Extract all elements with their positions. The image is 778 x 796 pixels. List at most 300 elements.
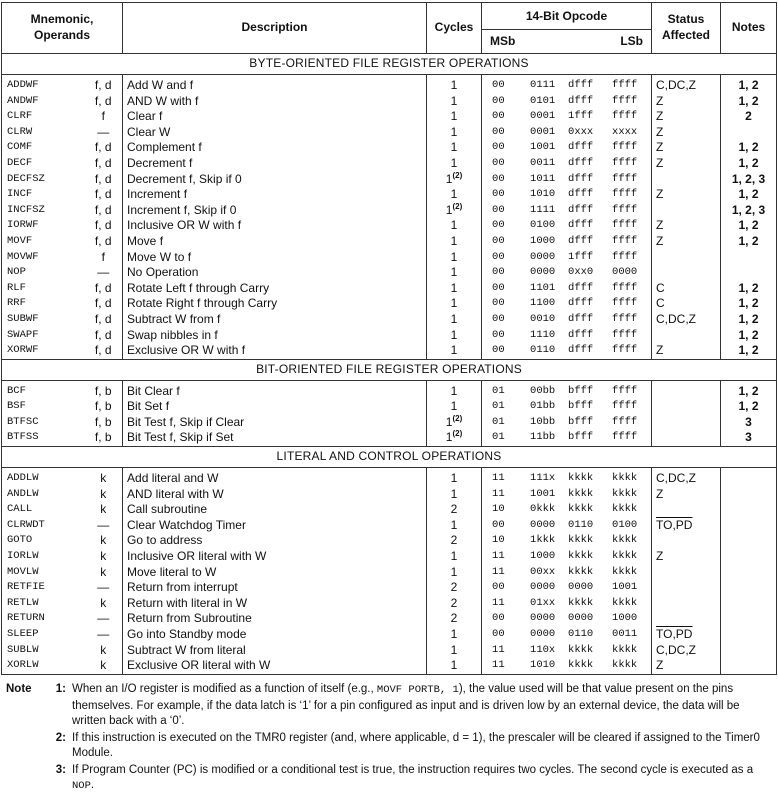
description-cell: Bit Set f [123,399,427,415]
opcode-bits-2: 0000 [530,628,556,640]
operands-cell: — [85,265,123,281]
opcode-lsb-bits: ffff [612,281,638,294]
mnemonic-cell: RLF [2,281,85,297]
mnemonic-cell: ADDLW [2,468,85,487]
opcode-msb-bits: 01 [492,400,505,413]
mnemonic-cell: CLRW [2,125,85,141]
cycles-value: 1 [450,233,458,248]
opcode-bits-2: 0110 [530,344,556,357]
opcode-cell [482,533,652,549]
note-text-part: ), the value used will be that value present on the pins themselves. For example, if the data latch is ‘1’ for a pin configured as input and is driven low by an external device, the data will be written back with a ‘0’. [72,683,740,727]
status-cell [652,518,721,534]
mnemonic-cell: RETFIE [2,580,85,596]
opcode-bits-2: 1101 [530,281,556,294]
opcode-bits-2: 0000 [530,612,556,625]
notes-cell [721,643,777,659]
notes-cell: 1, 2 [721,156,777,172]
operands-label: Operands [34,28,91,42]
cycles-value: 1 [450,78,458,92]
opcode-cell [482,296,652,312]
notes-header: Notes [721,3,777,54]
note-text [66,731,772,762]
opcode-bits-2: 00xx [530,565,556,578]
opcode-msb-bits: 00 [492,518,505,531]
opcode-bits-2: 0010 [530,312,556,325]
description-cell: Increment f, Skip if 0 [123,203,427,219]
cycles-cell [427,172,482,188]
status-cell [652,172,721,188]
cycles-cell [427,643,482,659]
operands-cell: f [85,250,123,266]
notes-cell: 1, 2 [721,281,777,297]
opcode-cell [482,643,652,659]
operands-cell: f [85,109,123,125]
cycles-cell [427,94,482,110]
status-cell [652,140,721,156]
opcode-bits-3: 0110 [568,628,594,640]
note-text-part: . [90,779,95,791]
cycles-value: 1 [450,564,458,579]
status-cell [652,658,721,674]
operands-cell: f, d [85,140,123,156]
notes-cell: 1, 2 [721,343,777,359]
opcode-lsb-bits: ffff [612,328,638,341]
status-flags: Z [656,658,664,673]
cycles-cell [427,596,482,612]
description-cell: Subtract W from f [123,312,427,328]
cycles-cell [427,281,482,297]
opcode-msb-bits: 01 [492,431,505,444]
opcode-msb-bits: 00 [492,203,505,216]
operands-cell: f, d [85,172,123,188]
cycles-cell [427,565,482,581]
table-row [2,312,777,328]
description-cell: Bit Test f, Skip if Clear [123,415,427,431]
opcode-cell [482,502,652,518]
status-flags-overlined: TO,PD [656,627,693,641]
cycles-cell [427,125,482,141]
cycles-value: 1 [445,430,453,445]
status-cell [652,328,721,344]
opcode-bits-2: 110x [530,643,556,656]
table-row [2,415,777,431]
table-row [2,281,777,297]
description-cell: Inclusive OR W with f [123,218,427,234]
description-cell: Clear W [123,125,427,141]
description-cell: Return from Subroutine [123,611,427,627]
cycles-cell [427,156,482,172]
table-row [2,565,777,581]
mnemonic-cell: BCF [2,380,85,399]
opcode-bits-2: 00bb [530,384,556,397]
opcode-lsb-bits: kkkk [612,565,638,578]
cycles-value: 2 [450,611,458,626]
opcode-lsb-bits: 0011 [612,628,638,640]
notes-cell: 1, 2 [721,140,777,156]
table-row [2,518,777,534]
mnemonic-cell: CLRWDT [2,518,85,534]
opcode-cell [482,156,652,172]
status-cell [652,380,721,399]
opcode-bits-3: bfff [568,400,594,413]
table-row [2,399,777,415]
notes-cell [721,627,777,643]
opcode-msb-bits: 00 [492,328,505,341]
notes-cell: 1, 2 [721,75,777,94]
opcode-lsb-bits: ffff [612,156,638,169]
description-cell: AND literal with W [123,487,427,503]
description-cell: Rotate Left f through Carry [123,281,427,297]
table-row [2,234,777,250]
opcode-header [482,3,652,54]
mnemonic-cell: INCFSZ [2,203,85,219]
opcode-bits-3: kkkk [568,596,594,609]
cycles-value: 1 [450,124,458,139]
notes-cell: 1, 2 [721,312,777,328]
mnemonic-cell: RETLW [2,596,85,612]
table-row [2,580,777,596]
opcode-lsb-bits: kkkk [612,596,638,609]
opcode-msb-bits: 01 [492,384,505,397]
cycles-value: 1 [445,171,453,186]
cycles-cell [427,549,482,565]
operands-cell: f, b [85,380,123,399]
mnemonic-cell: SLEEP [2,627,85,643]
cycles-footnote-ref: (2) [452,201,463,211]
notes-cell: 1, 2, 3 [721,172,777,188]
opcode-bits-2: 1010 [530,188,556,201]
operands-cell: f, d [85,156,123,172]
mnemonic-cell: BSF [2,399,85,415]
table-row [2,156,777,172]
mnemonic-label: Mnemonic, [30,12,94,27]
opcode-bits-3: bfff [568,415,594,428]
mnemonic-cell: XORWF [2,343,85,359]
table-row [2,328,777,344]
opcode-lsb-bits: ffff [612,110,638,123]
mnemonic-cell: IORLW [2,549,85,565]
opcode-lsb-bits: ffff [612,172,638,185]
cycles-cell [427,468,482,487]
opcode-cell [482,580,652,596]
opcode-bits-3: 0000 [568,581,594,594]
cycles-cell [427,518,482,534]
opcode-lsb-bits: 0100 [612,518,638,531]
opcode-lsb-bits: ffff [612,400,638,413]
operands-cell: k [85,565,123,581]
opcode-bits-2: 0000 [530,518,556,531]
instruction-set-table [1,2,777,675]
status-cell [652,399,721,415]
opcode-bits-3: kkkk [568,534,594,547]
table-row [2,468,777,487]
note-text-part: When an I/O register is modified as a function of itself (e.g., [72,683,377,695]
opcode-lsb-bits: ffff [612,234,638,247]
status-flags: C [656,296,665,311]
description-cell: Swap nibbles in f [123,328,427,344]
opcode-bits-2: 1011 [530,172,556,185]
description-cell: Rotate Right f through Carry [123,296,427,312]
note-label [6,763,46,795]
status-cell [652,203,721,219]
opcode-bits-2: 1100 [530,297,556,310]
opcode-msb-bits: 00 [492,628,505,640]
cycles-value: 2 [450,533,458,548]
table-row [2,296,777,312]
opcode-cell [482,234,652,250]
operands-cell: f, b [85,430,123,446]
table-row [2,94,777,110]
opcode-lsb-bits: ffff [612,188,638,201]
opcode-lsb-bits: 1000 [612,612,638,625]
opcode-msb-bits: 11 [492,487,505,500]
cycles-cell [427,658,482,674]
opcode-msb-bits: 10 [492,534,505,547]
opcode-msb-bits: 11 [492,659,505,672]
opcode-cell [482,399,652,415]
cycles-value: 1 [450,471,458,486]
status-flags: C,DC,Z [656,642,697,657]
opcode-cell [482,140,652,156]
description-cell: Call subroutine [123,502,427,518]
note-label [6,731,46,762]
operands-cell: — [85,627,123,643]
opcode-bits-2: 111x [530,472,556,485]
operands-cell: — [85,518,123,534]
opcode-msb-bits: 00 [492,219,505,232]
opcode-bits-3: dfff [568,328,594,341]
code-term: MOVF PORTB, 1 [376,684,459,696]
cycles-value: 1 [450,383,458,398]
opcode-lsb-bits: xxxx [612,125,638,138]
opcode-lsb-bits: kkkk [612,550,638,563]
note-number: 2: [55,731,66,744]
cycles-cell [427,203,482,219]
msb-label: MSb [490,34,516,48]
opcode-bits-3: dfff [568,94,594,107]
cycles-value: 1 [450,155,458,170]
table-row [2,658,777,674]
opcode-bits-2: 11bb [530,431,556,444]
cycles-footnote-ref: (2) [452,413,463,423]
description-cell: Go to address [123,533,427,549]
opcode-msb-bits: 00 [492,125,505,138]
status-cell [652,611,721,627]
table-body [2,54,777,675]
operands-cell: — [85,611,123,627]
description-cell: Decrement f [123,156,427,172]
opcode-cell [482,415,652,431]
status-flags-overlined: TO,PD [656,517,693,532]
table-row [2,611,777,627]
opcode-bits-2: 0001 [530,125,556,138]
description-cell: Subtract W from literal [123,643,427,659]
table-row [2,596,777,612]
opcode-bits-3: 1fff [568,110,594,123]
table-row [2,549,777,565]
status-flags: Z [656,549,664,564]
section-title: BYTE-ORIENTED FILE REGISTER OPERATIONS [2,54,777,75]
note-text-part: If Program Counter (PC) is modified or a conditional test is true, the instruction requires two cycles. The second cycle is executed as a [72,763,754,776]
status-cell [652,468,721,487]
table-row [2,380,777,399]
opcode-cell [482,187,652,203]
mnemonic-cell: SUBLW [2,643,85,659]
opcode-bits-3: dfff [568,203,594,216]
cycles-value: 1 [450,549,458,564]
opcode-msb-bits: 11 [492,565,505,578]
operands-cell: f, d [85,75,123,94]
description-cell: Complement f [123,140,427,156]
notes-cell: 2 [721,109,777,125]
opcode-msb-bits: 00 [492,156,505,169]
opcode-cell [482,343,652,359]
opcode-lsb-bits: ffff [612,431,638,444]
opcode-cell [482,549,652,565]
opcode-bits-3: dfff [568,234,594,247]
opcode-msb-bits: 01 [492,415,505,428]
opcode-msb-bits: 11 [492,596,505,609]
cycles-cell [427,296,482,312]
mnemonic-cell: ANDLW [2,487,85,503]
opcode-cell [482,75,652,94]
opcode-bits-3: kkkk [568,503,594,516]
description-cell: Return from interrupt [123,580,427,596]
opcode-msb-bits: 00 [492,281,505,294]
operands-cell: f, d [85,312,123,328]
description-cell: Return with literal in W [123,596,427,612]
description-cell: Inclusive OR literal with W [123,549,427,565]
opcode-bits-3: dfff [568,141,594,154]
cycles-cell [427,380,482,399]
opcode-cell [482,611,652,627]
mnemonic-cell: INCF [2,187,85,203]
opcode-msb-bits: 11 [492,550,505,563]
opcode-bits-3: 0xxx [568,125,594,138]
mnemonic-operands-header [2,3,123,54]
description-header: Description [123,3,427,54]
opcode-bits-3: dfff [568,344,594,357]
table-row [2,643,777,659]
notes-cell [721,580,777,596]
opcode-msb-bits: 00 [492,172,505,185]
opcode-bits-3: dfff [568,188,594,201]
cycles-value: 1 [450,109,458,124]
opcode-cell [482,172,652,188]
mnemonic-cell: DECFSZ [2,172,85,188]
mnemonic-cell: IORWF [2,218,85,234]
description-cell: AND W with f [123,94,427,110]
mnemonic-cell: MOVLW [2,565,85,581]
notes-cell: 1, 2 [721,187,777,203]
cycles-cell [427,140,482,156]
opcode-cell [482,328,652,344]
cycles-cell [427,533,482,549]
cycles-cell [427,328,482,344]
opcode-lsb-bits: kkkk [612,534,638,547]
notes-cell [721,502,777,518]
opcode-bits-2: 0101 [530,94,556,107]
status-cell [652,75,721,94]
status-cell [652,125,721,141]
opcode-lsb-bits: kkkk [612,503,638,516]
cycles-cell [427,415,482,431]
cycles-value: 1 [450,311,458,326]
section-title: BIT-ORIENTED FILE REGISTER OPERATIONS [2,359,777,380]
status-flags: C,DC,Z [656,471,697,486]
operands-cell: f, d [85,234,123,250]
description-cell: Exclusive OR W with f [123,343,427,359]
mnemonic-cell: MOVWF [2,250,85,266]
opcode-bits-3: kkkk [568,565,594,578]
status-cell [652,643,721,659]
table-row [2,75,777,94]
opcode-bits-2: 1111 [530,203,556,216]
cycles-cell [427,399,482,415]
table-row [2,627,777,643]
opcode-cell [482,380,652,399]
operands-cell: k [85,502,123,518]
code-term: NOP [72,780,91,792]
operands-cell: f, d [85,296,123,312]
mnemonic-cell: CALL [2,502,85,518]
opcode-msb-bits: 00 [492,188,505,201]
opcode-bits-3: 0000 [568,612,594,625]
status-flags: Z [656,486,664,501]
opcode-msb-bits: 00 [492,612,505,625]
status-flags: C,DC,Z [656,78,697,92]
description-cell: Add literal and W [123,468,427,487]
opcode-cell [482,487,652,503]
opcode-bits-2: 01xx [530,596,556,609]
cycles-cell [427,75,482,94]
opcode-bits-2: 1010 [530,659,556,672]
opcode-lsb-bits: kkkk [612,487,638,500]
mnemonic-cell: ADDWF [2,75,85,94]
status-label: Status [667,12,705,27]
mnemonic-cell: BTFSC [2,415,85,431]
opcode-bits-2: 01bb [530,400,556,413]
mnemonic-cell: SWAPF [2,328,85,344]
opcode-cell [482,518,652,534]
notes-cell [721,565,777,581]
opcode-bits-3: kkkk [568,643,594,656]
notes-cell [721,533,777,549]
notes-cell: 1, 2 [721,380,777,399]
cycles-value: 1 [450,249,458,264]
operands-cell: f, d [85,328,123,344]
opcode-cell [482,565,652,581]
operands-cell: k [85,658,123,674]
opcode-lsb-bits: ffff [612,250,638,263]
table-row [2,218,777,234]
status-cell [652,627,721,643]
status-cell [652,265,721,281]
table-row [2,250,777,266]
opcode-cell [482,265,652,281]
cycles-value: 1 [450,399,458,414]
cycles-cell [427,430,482,446]
affected-label: Affected [662,28,711,42]
opcode-lsb-bits: 1001 [612,581,638,594]
cycles-header: Cycles [427,3,482,54]
opcode-cell [482,596,652,612]
opcode-cell [482,203,652,219]
opcode-msb-bits: 11 [492,472,505,485]
opcode-cell [482,218,652,234]
opcode-msb-bits: 10 [492,503,505,516]
notes-cell [721,265,777,281]
